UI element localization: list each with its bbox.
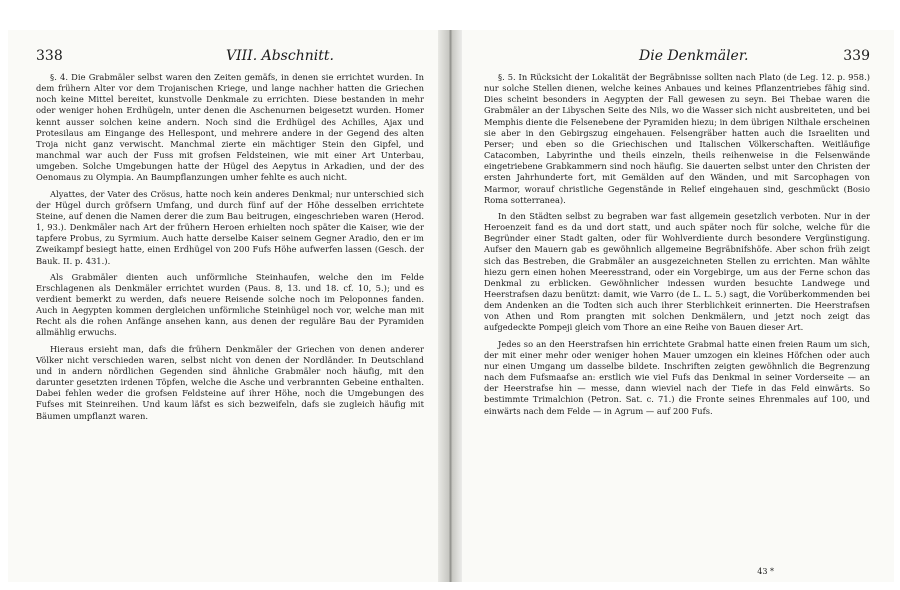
left-running-title: VIII. Abschnitt. (226, 48, 334, 64)
right-paragraph: §. 5. In Rücksicht der Lokalität der Begräbnisse sollten nach Plato (de Leg. 12. p. 958.) nur solche Stellen dienen, welche keines Anbaues und keines Pflanzentriebes fähig sind. Dies scheint besonders in Aegypten der Fall gewesen zu seyn. Bei Thebae waren die Grabmäler an der Libyschen Seite des Nils, wo die Wasser sich nicht ausbreiteten, und bei Memphis diente die Felsenebene der Pyramiden hiezu; in dem übrigen Nilthale erscheinen sie aber in den Gebirgszug eingehauen. Felsengräber hatten auch die Israeliten und Perser; und eben so die Griechischen und Italischen Völkerschaften. Weitläufige Catacomben, Labyrinthe und theils einzeln, theils reihenweise in die Felsenwände eingetriebene Grabkammern sind noch häufig. Sie dauerten selbst unter den Christen der ersten Jahrhunderte fort, mit Gemälden auf den Wänden, und mit Sarcophagen von Marmor, worauf christliche Gegenstände in Relief eingehauen sind, geschmückt (Bosio Roma sotterranea). (484, 72, 870, 205)
left-page (8, 30, 438, 582)
left-page-number: 338 (36, 48, 63, 64)
left-page-header (36, 48, 424, 68)
signature-mark: 43 * (757, 567, 774, 576)
left-paragraph: Alyattes, der Vater des Crösus, hatte noch kein anderes Denkmal; nur unterschied sich der Hügel durch gröfsern Umfang, und durch fünf auf der Höhe desselben errichtete Steine, auf denen die Namen derer die zum Bau beitrugen, eingeschrieben waren (Herod. 1, 93.). Denkmäler nach Art der frühern Heroen erhielten noch später die Kaiser, wie der tapfere Probus, zu Syrmium. Auch hatte derselbe Kaiser seinem Gegner Aradio, den er im Zweikampf besiegt hatte, einen Erdhügel von 200 Fufs Höhe aufwerfen lassen (Gesch. der Bauk. II. p. 431.). (36, 188, 424, 266)
right-page-number: 339 (843, 48, 870, 64)
left-paragraph: Hieraus ersieht man, dafs die frühern Denkmäler der Griechen von denen anderer Völker nicht verschieden waren, selbst nicht von denen der Nordländer. In Deutschland und in andern nördlichen Gegenden sind ähnliche Grabmäler noch häufig, mit den darunter gesetzten irdenen Töpfen, welche die Asche und verbrannten Gebeine enthalten. Dabei fehlen weder die grofsen Feldsteine auf ihrer Höhe, noch die Umgebungen des Fufses mit Steinreihen. Und kaum läfst es sich bezweifeln, dafs sie zugleich häufig mit Bäumen umpflanzt waren. (36, 343, 424, 421)
left-paragraph: §. 4. Die Grabmäler selbst waren den Zeiten gemäfs, in denen sie errichtet wurden. In dem frühern Alter vor dem Trojanischen Kriege, und lange nachher hatten die Griechen noch keine Mittel bereitet, kunstvolle Denkmale zu errichten. Diese bestanden in mehr oder weniger hohen Erdhügeln, unter denen die Aschenurnen beigesetzt wurden. Homer kennt ausser solchen keine andern. Noch sind die Erdhügel des Achilles, Ajax und Protesilaus am Eingange des Hellespont, und mehrere andere in der Gegend des alten Troja nicht ganz verwischt. Manchmal zierte ein mächtiger Stein den Gipfel, und manchmal war auch der Fuss mit grofsen Feldsteinen, wie mit einer Art Unterbau, umgeben. Solche Umgebungen hatte der Hügel des Aepytus in Arkadien, und der des Oenomaus zu Olympia. An Baumpflanzungen umher fehlte es auch nicht. (36, 72, 424, 183)
right-paragraph: Jedes so an den Heerstrafsen hin errichtete Grabmal hatte einen freien Raum um sich, der mit einer mehr oder weniger hohen Mauer umzogen ein kleines Höfchen oder auch nur einen Umgang um dasselbe bildete. Inschriften zeigten gewöhnlich die Begrenzung nach dem Fufsmaafse an: erstlich wie viel Fufs das Denkmal in seiner Vorderseite — an der Heerstrafse hin — messe, dann wieviel nach der Tiefe in das Feld einwärts. So bestimmte Trimalchion (Petron. Sat. c. 71.) die Fronte seines Ehrenmales auf 100, und einwärts nach dem Felde — in Agrum — auf 200 Fufs. (484, 338, 870, 416)
right-paragraph: In den Städten selbst zu begraben war fast allgemein gesetzlich verboten. Nur in der Heroenzeit fand es da und dort statt, und auch später noch für solche, welche für die Begründer einer Stadt galten, oder für Wohlverdiente durch besondere Vergünstigung. Aufser den Mauern gab es gewöhnlich allgemeine Begräbnifshöfe. Aber schon früh zeigt sich das Bestreben, die Grabmäler an ausgezeichneten Stellen zu errichten. Man wählte hiezu gern einen hohen Meeresstrand, oder ein Vorgebirge, um aus der Ferne schon das Denkmal zu erblicken. Gewöhnlicher indessen wurden besuchte Landwege und Heerstrafsen dazu benützt: damit, wie Varro (de L. L. 5.) sagt, die Vorüberkommenden bei dem Andenken an die Todten sich auch ihrer Sterblichkeit erinnerten. Die Heerstrafsen von Athen und Rom prangten mit solchen Denkmälern, und jetzt noch zeigt das aufgedeckte Pompeji gleich vom Thore an eine Reihe von Bauen dieser Art. (484, 210, 870, 333)
book-gutter (438, 30, 462, 582)
left-paragraph: Als Grabmäler dienten auch unförmliche Steinhaufen, welche den im Felde Erschlagenen als Denkmäler errichtet wurden (Paus. 8, 13. und 18. cf. 10, 5.); und es verdient bemerkt zu werden, dafs neuere Reisende solche noch im Peloponnes fanden. Auch in Aegypten kommen dergleichen unförmliche Steinhügel noch vor, welche man mit Recht als die rohen Anfänge ansehen kann, aus denen der reguläre Bau der Pyramiden allmählig erwuchs. (36, 271, 424, 338)
right-page-header (484, 48, 870, 68)
right-running-title: Die Denkmäler. (639, 48, 749, 64)
right-page (462, 30, 894, 582)
